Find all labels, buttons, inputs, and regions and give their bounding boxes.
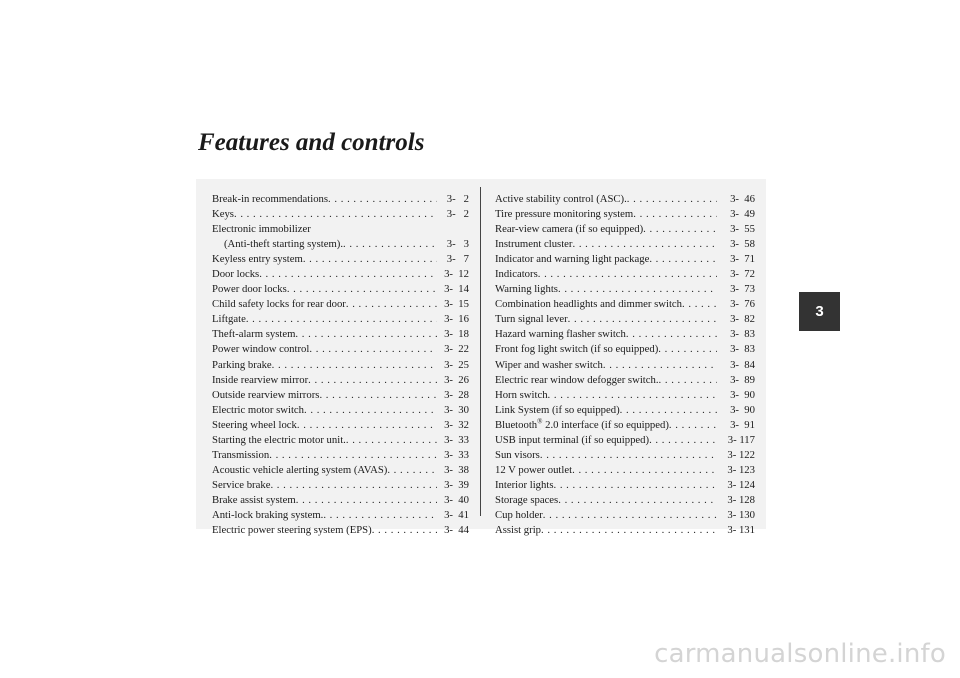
toc-entry-page: 3- 38 bbox=[444, 463, 469, 476]
toc-entry-title-text: Outside rearview mirrors bbox=[212, 388, 320, 401]
toc-entry-title bbox=[212, 297, 346, 312]
toc-entry[interactable] bbox=[212, 267, 469, 282]
toc-entry[interactable] bbox=[212, 237, 469, 252]
toc-entry-page: 3- 122 bbox=[727, 448, 755, 461]
toc-entry-page: 3- 84 bbox=[730, 358, 755, 371]
toc-column-right bbox=[495, 192, 755, 538]
toc-entry[interactable] bbox=[212, 373, 469, 388]
toc-entry-title bbox=[212, 312, 246, 327]
toc-entry-title bbox=[495, 433, 649, 448]
toc-entry-page: 3- 76 bbox=[730, 298, 755, 311]
toc-entry[interactable] bbox=[495, 297, 755, 312]
toc-entry-title-text: Horn switch bbox=[495, 388, 548, 401]
toc-entry-title-text: Combination headlights and dimmer switch bbox=[495, 298, 683, 311]
toc-entry[interactable] bbox=[495, 222, 755, 237]
toc-entry[interactable] bbox=[212, 418, 469, 433]
toc-entry-title-text: Indicators bbox=[495, 268, 538, 281]
dot-leader bbox=[308, 373, 437, 388]
dot-leader bbox=[297, 418, 437, 433]
toc-entry[interactable] bbox=[495, 493, 755, 508]
toc-entry-title bbox=[495, 282, 558, 297]
toc-entry[interactable] bbox=[212, 388, 469, 403]
toc-entry-title-text: Cup holder bbox=[495, 508, 543, 521]
toc-entry-title-text: Electric motor switch bbox=[212, 403, 305, 416]
toc-entry-title-text: USB input terminal (if so equipped) bbox=[495, 433, 650, 446]
dot-leader bbox=[603, 358, 717, 373]
toc-entry-page: 3- 32 bbox=[444, 418, 469, 431]
toc-entry-title bbox=[495, 478, 553, 493]
toc-entry-title-text: Warning lights bbox=[495, 283, 558, 296]
toc-entry[interactable] bbox=[212, 192, 469, 207]
toc-entry-title-text: Inside rearview mirror bbox=[212, 373, 309, 386]
dot-leader bbox=[620, 403, 717, 418]
toc-entry-title bbox=[212, 523, 372, 538]
dot-leader bbox=[643, 222, 717, 237]
toc-entry-page: 3- 22 bbox=[444, 343, 469, 356]
dot-leader bbox=[309, 342, 437, 357]
toc-entry-title-text: Assist grip bbox=[495, 524, 542, 537]
toc-entry-title-suffix: 2.0 interface (if so equipped) bbox=[542, 418, 669, 431]
toc-entry-title bbox=[212, 508, 323, 523]
dot-leader bbox=[682, 297, 717, 312]
toc-entry-page: 3- 25 bbox=[444, 358, 469, 371]
toc-entry-title-text: Keyless entry system bbox=[212, 253, 303, 266]
toc-entry-page: 3- 16 bbox=[444, 313, 469, 326]
toc-entry-page: 3- 33 bbox=[444, 433, 469, 446]
toc-entry-page: 3- 39 bbox=[444, 478, 469, 491]
toc-entry-title-text: Parking brake bbox=[212, 358, 272, 371]
dot-leader bbox=[287, 282, 437, 297]
toc-entry-title bbox=[495, 493, 558, 508]
toc-entry-title-text: Tire pressure monitoring system bbox=[495, 208, 634, 221]
toc-entry-title bbox=[495, 252, 649, 267]
dot-leader bbox=[649, 252, 717, 267]
toc-entry-page: 3- 71 bbox=[730, 253, 755, 266]
toc-entry-page: 3- 33 bbox=[444, 448, 469, 461]
toc-entry-title-text: Break-in recommendations bbox=[212, 193, 329, 205]
toc-entry-title-text: Active stability control (ASC). bbox=[495, 193, 627, 205]
toc-entry-title-text: Electric power steering system (EPS) bbox=[212, 524, 372, 537]
toc-entry-title bbox=[212, 403, 304, 418]
toc-entry-title-text: 12 V power outlet bbox=[495, 463, 573, 476]
toc-entry[interactable] bbox=[495, 373, 755, 388]
page-title: Features and controls bbox=[198, 129, 425, 156]
toc-entry-title bbox=[212, 252, 303, 267]
toc-entry-page: 3- 123 bbox=[727, 463, 755, 476]
toc-entry-page: 3- 73 bbox=[730, 283, 755, 296]
toc-entry-page: 3- 30 bbox=[444, 403, 469, 416]
toc-entry-title bbox=[212, 373, 308, 388]
dot-leader bbox=[346, 433, 437, 448]
dot-leader bbox=[319, 388, 437, 403]
toc-entry-title bbox=[212, 192, 328, 207]
toc-entry-title bbox=[495, 463, 572, 478]
toc-entry[interactable] bbox=[212, 342, 469, 357]
toc-entry-title bbox=[212, 327, 295, 342]
dot-leader bbox=[658, 342, 717, 357]
toc-entry-title bbox=[212, 237, 343, 252]
dot-leader bbox=[295, 327, 437, 342]
dot-leader bbox=[323, 508, 437, 523]
toc-entry-page: 3- 89 bbox=[730, 373, 755, 386]
toc-entry[interactable] bbox=[495, 267, 755, 282]
toc-entry-page: 3- 2 bbox=[446, 208, 469, 221]
toc-entry[interactable] bbox=[212, 282, 469, 297]
toc-entry-title bbox=[212, 478, 270, 493]
toc-entry[interactable] bbox=[212, 327, 469, 342]
toc-entry-title bbox=[212, 493, 296, 508]
toc-entry-title-text: Instrument cluster bbox=[495, 238, 573, 251]
toc-entry-title-text: Brake assist system bbox=[212, 493, 296, 506]
toc-entry-page: 3- 82 bbox=[730, 313, 755, 326]
toc-column-left bbox=[212, 192, 469, 538]
dot-leader bbox=[343, 237, 437, 252]
toc-entry-title bbox=[495, 237, 572, 252]
toc-entry-page: 3- 91 bbox=[730, 418, 755, 431]
dot-leader bbox=[296, 493, 437, 508]
toc-entry-title-text: Electric rear window defogger switch. bbox=[495, 373, 659, 386]
dot-leader bbox=[669, 418, 717, 433]
toc-entry[interactable] bbox=[495, 403, 755, 418]
toc-entry-title-text: Rear-view camera (if so equipped) bbox=[495, 223, 644, 236]
toc-entry[interactable] bbox=[495, 192, 755, 207]
toc-entry-page: 3- 41 bbox=[444, 508, 469, 521]
toc-entry-title-text: Starting the electric motor unit. bbox=[212, 433, 346, 446]
dot-leader bbox=[269, 448, 437, 463]
toc-entry-page: 3- 58 bbox=[730, 238, 755, 251]
toc-entry[interactable] bbox=[495, 358, 755, 373]
dot-leader bbox=[568, 312, 717, 327]
toc-entry-title bbox=[495, 327, 626, 342]
dot-leader bbox=[627, 192, 717, 207]
toc-entry-title bbox=[495, 373, 659, 388]
toc-entry-page: 3- 128 bbox=[727, 493, 755, 506]
toc-entry-title bbox=[212, 418, 297, 433]
toc-entry-page: 3- 26 bbox=[444, 373, 469, 386]
column-divider bbox=[480, 187, 481, 516]
toc-entry-title bbox=[212, 282, 287, 297]
toc-entry-title bbox=[495, 312, 568, 327]
toc-entry-title-text: Anti-lock braking system. bbox=[212, 508, 324, 521]
toc-entry[interactable] bbox=[212, 463, 469, 478]
toc-entry-page: 3- 28 bbox=[444, 388, 469, 401]
dot-leader bbox=[372, 523, 437, 538]
toc-entry-page: 3- 83 bbox=[730, 343, 755, 356]
toc-entry-title bbox=[495, 403, 620, 418]
dot-leader bbox=[303, 252, 437, 267]
dot-leader bbox=[259, 267, 437, 282]
toc-entry-title-text: Child safety locks for rear door bbox=[212, 298, 346, 311]
toc-entry[interactable] bbox=[212, 312, 469, 327]
toc-entry-title bbox=[212, 448, 269, 463]
toc-entry-title-text: Liftgate bbox=[212, 313, 246, 326]
dot-leader bbox=[558, 493, 717, 508]
toc-entry[interactable] bbox=[212, 433, 469, 448]
toc-entry-page: 3- 83 bbox=[730, 328, 755, 341]
toc-entry-page: 3- 15 bbox=[444, 298, 469, 311]
toc-entry-title-text: Door locks bbox=[212, 268, 260, 281]
toc-entry-page: 3- 3 bbox=[446, 238, 469, 251]
toc-entry-title bbox=[212, 433, 346, 448]
toc-entry[interactable] bbox=[212, 523, 469, 538]
dot-leader bbox=[246, 312, 437, 327]
toc-entry[interactable] bbox=[495, 448, 755, 463]
toc-entry[interactable] bbox=[495, 388, 755, 403]
toc-entry-page: 3- 14 bbox=[444, 283, 469, 296]
toc-entry-page: 3- 124 bbox=[727, 478, 755, 491]
dot-leader bbox=[346, 297, 437, 312]
dot-leader bbox=[328, 192, 437, 207]
dot-leader bbox=[304, 403, 437, 418]
toc-entry[interactable] bbox=[495, 312, 755, 327]
toc-entry-title-text: Bluetooth bbox=[495, 418, 538, 431]
dot-leader bbox=[272, 358, 437, 373]
toc-entry-title-text: Sun visors bbox=[495, 448, 540, 461]
toc-entry[interactable] bbox=[495, 282, 755, 297]
toc-entry-title-text: Service brake bbox=[212, 478, 271, 491]
toc-entry[interactable] bbox=[212, 297, 469, 312]
dot-leader bbox=[626, 327, 717, 342]
toc-entry-title bbox=[495, 388, 548, 403]
toc-entry[interactable] bbox=[495, 342, 755, 357]
toc-entry-title-text: Theft-alarm system bbox=[212, 328, 296, 341]
toc-entry-page: 3- 2 bbox=[446, 193, 469, 205]
dot-leader bbox=[558, 282, 717, 297]
dot-leader bbox=[659, 373, 717, 388]
dot-leader bbox=[649, 433, 717, 448]
toc-entry-page: 3- 49 bbox=[730, 208, 755, 221]
toc-entry-title bbox=[212, 342, 309, 357]
toc-entry-title bbox=[212, 207, 234, 222]
toc-entry-page: 3- 40 bbox=[444, 493, 469, 506]
toc-entry-title bbox=[495, 192, 627, 207]
toc-entry[interactable] bbox=[495, 508, 755, 523]
toc-entry-page: 3- 130 bbox=[727, 508, 755, 521]
toc-entry-title-text: Hazard warning flasher switch bbox=[495, 328, 626, 341]
toc-entry-title-text: Wiper and washer switch bbox=[495, 358, 603, 371]
toc-entry-title bbox=[495, 342, 658, 357]
toc-entry-page: 3- 18 bbox=[444, 328, 469, 341]
toc-entry[interactable] bbox=[212, 358, 469, 373]
toc-entry-title-text: Link System (if so equipped) bbox=[495, 403, 620, 416]
toc-entry-page: 3- 90 bbox=[730, 403, 755, 416]
toc-entry[interactable] bbox=[495, 327, 755, 342]
toc-entry-title bbox=[495, 523, 541, 538]
dot-leader bbox=[572, 463, 717, 478]
dot-leader bbox=[538, 267, 717, 282]
toc-entry-title-text: Indicator and warning light package bbox=[495, 253, 650, 266]
toc-entry-title bbox=[495, 222, 643, 237]
toc-entry[interactable] bbox=[212, 448, 469, 463]
toc-entry-title-text: (Anti-theft starting system). bbox=[224, 238, 344, 251]
dot-leader bbox=[541, 523, 717, 538]
toc-entry-title bbox=[495, 207, 633, 222]
toc-entry-title-text: Storage spaces bbox=[495, 493, 559, 506]
toc-entry[interactable] bbox=[212, 493, 469, 508]
toc-entry-title-text: Keys bbox=[212, 208, 234, 221]
toc-entry[interactable] bbox=[495, 463, 755, 478]
toc-entry-page: 3- 46 bbox=[730, 193, 755, 205]
toc-entry-page: 3- 12 bbox=[444, 268, 469, 281]
toc-entry-title-text: Acoustic vehicle alerting system (AVAS) bbox=[212, 463, 388, 476]
dot-leader bbox=[234, 207, 437, 222]
toc-entry-title-text: Front fog light switch (if so equipped) bbox=[495, 343, 659, 356]
dot-leader bbox=[553, 478, 717, 493]
toc-entry-title bbox=[495, 297, 682, 312]
dot-leader bbox=[572, 237, 717, 252]
toc-entry-heading[interactable]: Electronic immobilizer bbox=[212, 223, 311, 236]
toc-entry[interactable] bbox=[495, 418, 755, 433]
toc-entry-page: 3- 90 bbox=[730, 388, 755, 401]
toc-entry[interactable] bbox=[212, 508, 469, 523]
toc-entry[interactable] bbox=[212, 403, 469, 418]
toc-entry-title-text: Steering wheel lock bbox=[212, 418, 297, 431]
toc-entry-title bbox=[495, 508, 543, 523]
toc-entry[interactable] bbox=[495, 478, 755, 493]
toc-entry-title bbox=[212, 267, 259, 282]
toc-entry-title-text: Power door locks bbox=[212, 283, 287, 296]
toc-entry-title-text: Power window control bbox=[212, 343, 310, 356]
toc-entry[interactable] bbox=[495, 237, 755, 252]
toc-entry-title-text: Transmission bbox=[212, 448, 270, 461]
toc-entry-page: 3- 44 bbox=[444, 524, 469, 537]
dot-leader bbox=[270, 478, 437, 493]
chapter-tab[interactable]: 3 bbox=[799, 292, 840, 331]
toc-entry[interactable] bbox=[212, 478, 469, 493]
toc-entry[interactable] bbox=[495, 523, 755, 538]
toc-entry-page: 3- 55 bbox=[730, 223, 755, 236]
toc-entry-title bbox=[495, 448, 540, 463]
toc-entry-title bbox=[212, 388, 319, 403]
toc-entry-title-text: Turn signal lever bbox=[495, 313, 568, 326]
watermark: carmanualsonline.info bbox=[654, 639, 946, 669]
toc-entry[interactable] bbox=[212, 252, 469, 267]
toc-entry-title bbox=[495, 418, 669, 433]
toc-entry-title bbox=[212, 463, 387, 478]
dot-leader bbox=[548, 388, 717, 403]
dot-leader bbox=[633, 207, 717, 222]
toc-entry-title bbox=[495, 267, 538, 282]
toc-entry[interactable] bbox=[495, 207, 755, 222]
toc-entry-title bbox=[212, 358, 272, 373]
toc-entry-page: 3- 7 bbox=[446, 253, 469, 266]
toc-entry-page: 3- 72 bbox=[730, 268, 755, 281]
toc-entry-title bbox=[495, 358, 603, 373]
dot-leader bbox=[387, 463, 437, 478]
toc-entry-page: 3- 131 bbox=[727, 524, 755, 537]
toc-entry[interactable] bbox=[495, 252, 755, 267]
toc-entry[interactable] bbox=[495, 433, 755, 448]
toc-entry[interactable] bbox=[212, 207, 469, 222]
dot-leader bbox=[540, 448, 717, 463]
registered-mark: ® bbox=[537, 417, 543, 426]
dot-leader bbox=[543, 508, 717, 523]
toc-entry-page: 3- 117 bbox=[727, 433, 755, 446]
toc-entry-title-text: Interior lights bbox=[495, 478, 554, 491]
